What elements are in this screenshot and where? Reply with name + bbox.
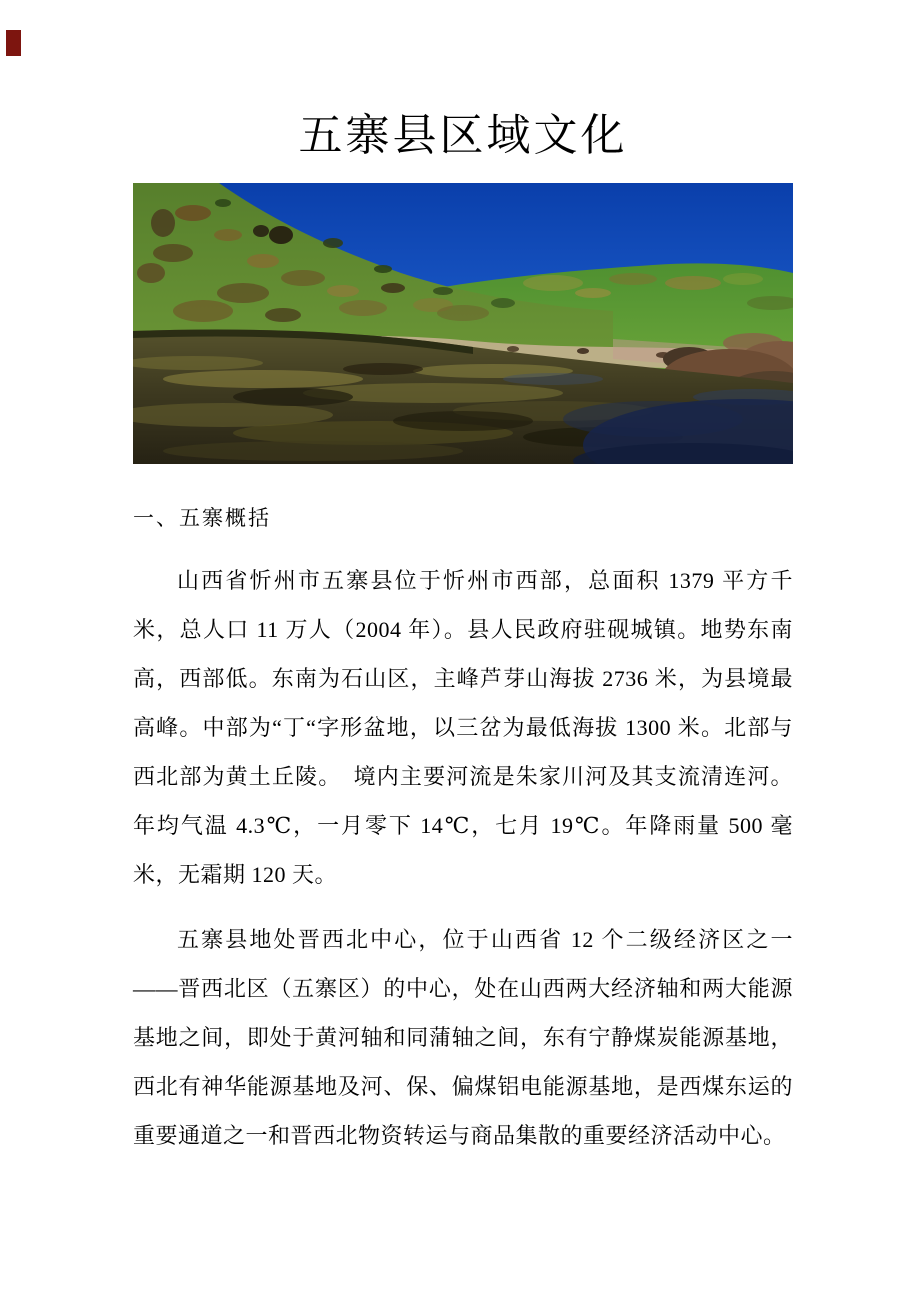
page-corner-mark: [6, 30, 21, 56]
section-heading: 一、五寨概括: [133, 506, 271, 530]
body-paragraph-overview: 山西省忻州市五寨县位于忻州市西部，总面积 1379 平方千米，总人口 11 万人（2004 年）。县人民政府驻砚城镇。地势东南高，西部低。东南为石山区，主峰芦芽山海拔 2736 米，为县境最高峰。中部为“丁“字形盆地，以三岔为最低海拔 1300 米。北部与西北部为黄土丘陵。 境内主要河流是朱家川河及其支流清连河。年均气温 4.3℃，一月零下 14℃，七月 19℃。年降雨量 500 毫米，无霜期 120 天。: [133, 568, 793, 887]
body-paragraph-location: 五寨县地处晋西北中心，位于山西省 12 个二级经济区之一——晋西北区（五寨区）的中心，处在山西两大经济轴和两大能源基地之间，即处于黄河轴和同蒲轴之间，东有宁静煤炭能源基地，西北有神华能源基地及河、保、偏煤铝电能源基地，是西煤东运的重要通道之一和晋西北物资转运与商品集散的重要经济活动中心。: [133, 927, 793, 1148]
document-content: [133, 0, 793, 1160]
landscape-photo-graphic: [133, 183, 793, 464]
page-title: 五寨县区域文化: [298, 111, 628, 160]
landscape-photo: [133, 183, 793, 464]
